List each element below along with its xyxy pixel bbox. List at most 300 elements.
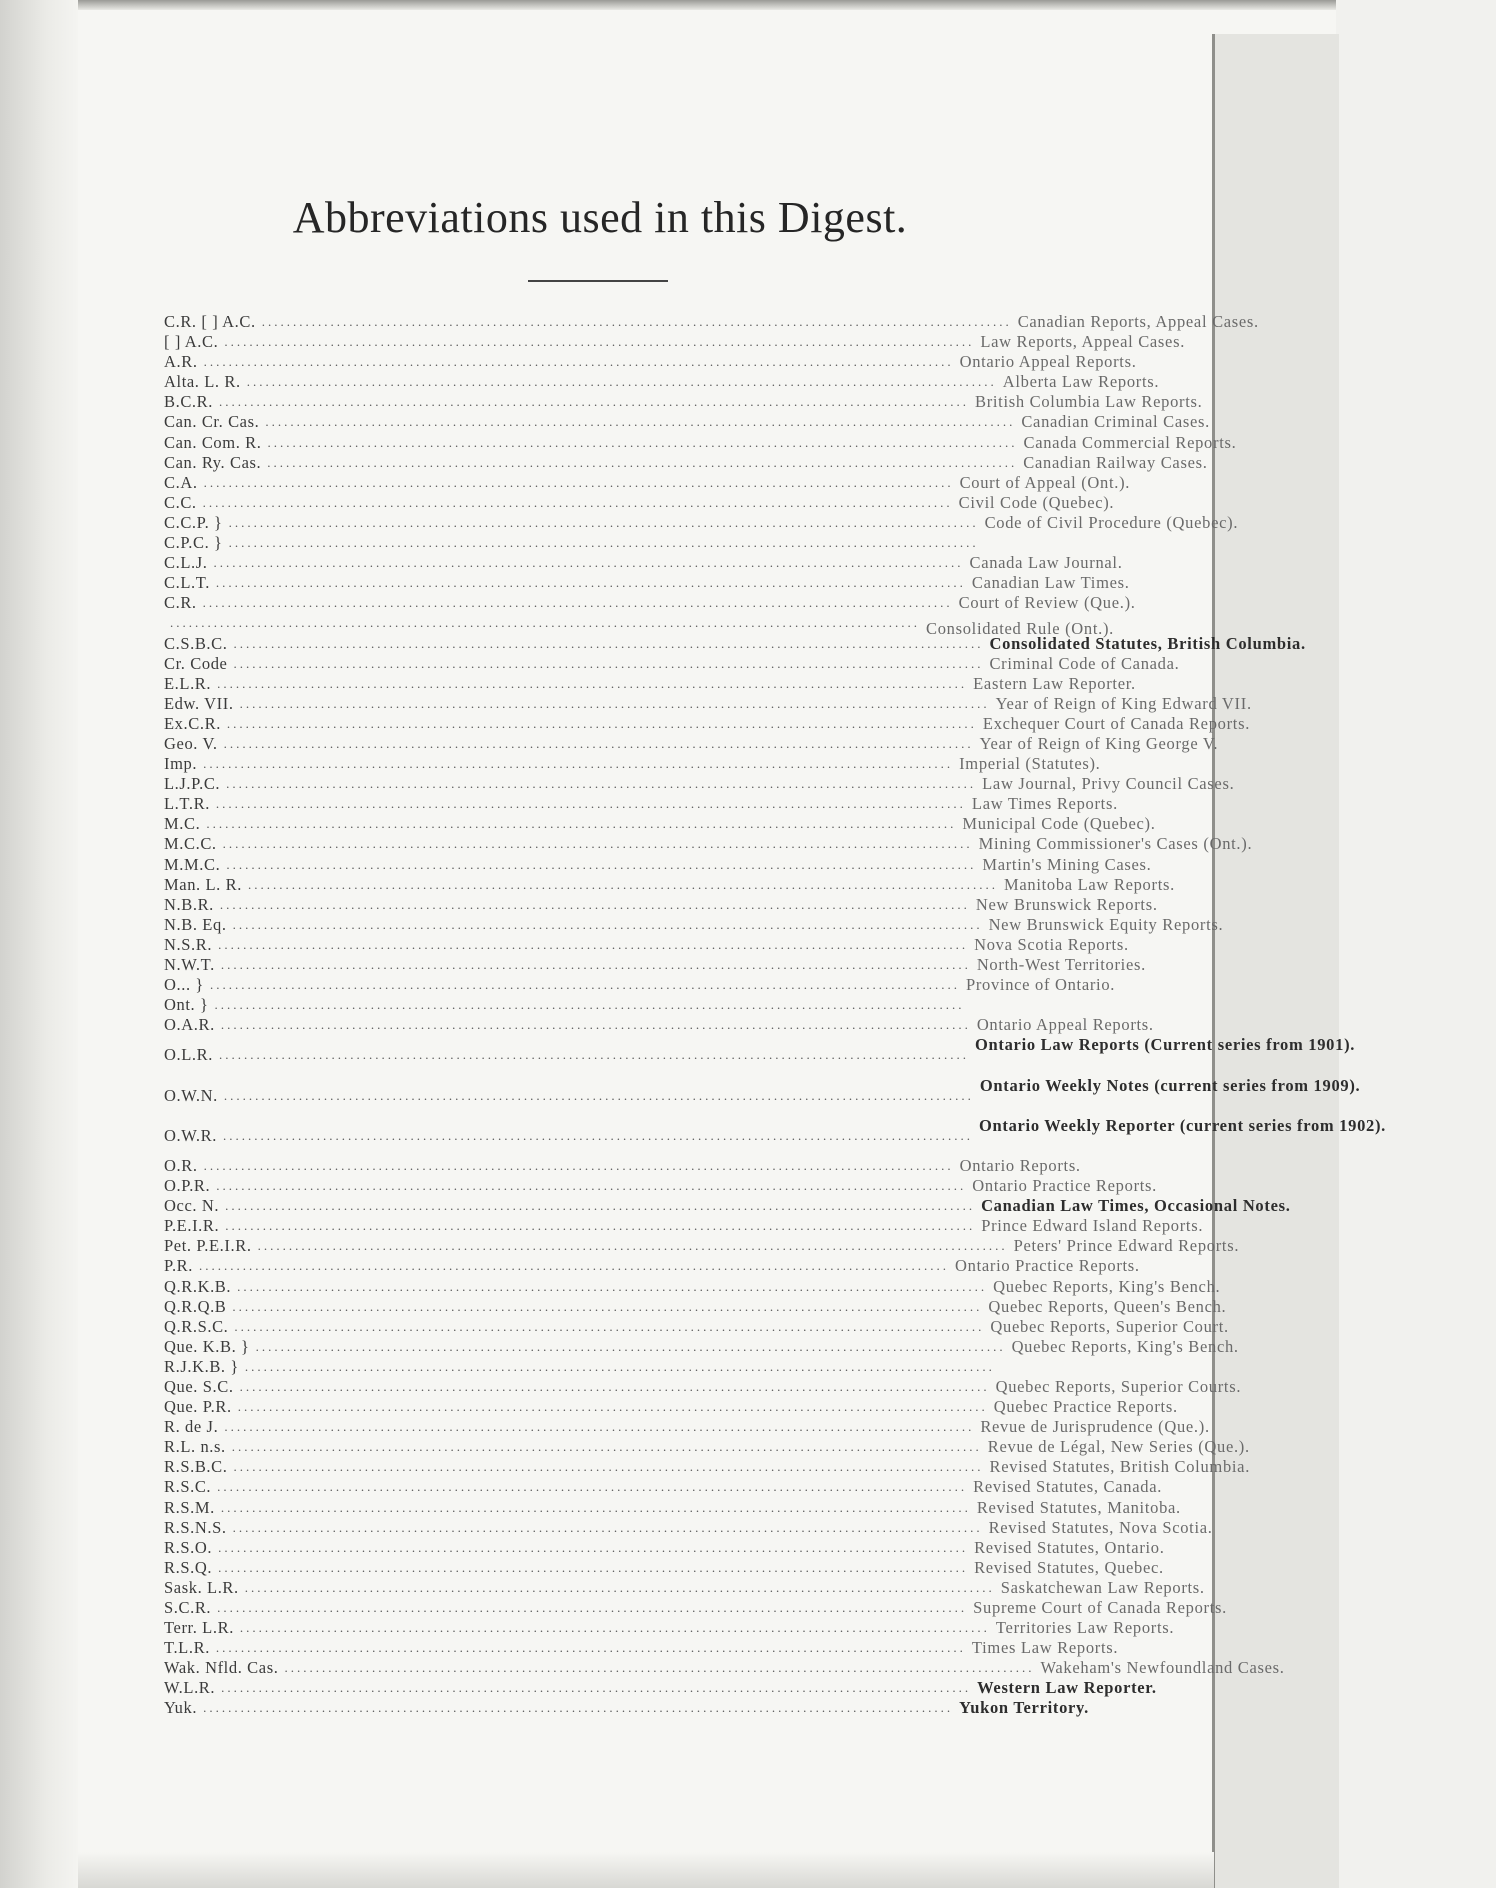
abbreviation: Edw. VII. [164,693,234,713]
abbreviation-cell [164,1216,975,1236]
abbreviation-cell [164,915,983,935]
abbreviation-row [164,794,1118,814]
abbreviation-row [164,352,1137,372]
abbreviation-cell [164,1015,971,1035]
meaning: Peters' Prince Edward Reports. [1013,1236,1240,1256]
meaning: Law Journal, Privy Council Cases. [982,774,1235,794]
abbreviation-row [164,452,1208,473]
dot-leader: ........................................................................................................................ [232,916,983,932]
abbreviation: Q.R.S.C. [164,1316,229,1336]
abbreviation-cell [164,834,973,854]
meaning: Consolidated Statutes, British Columbia. [989,633,1306,653]
abbreviation: C.R. [164,593,197,613]
abbreviation-cell [164,875,998,895]
abbreviation-row [164,392,1203,412]
meaning: Revised Statutes, Nova Scotia. [988,1517,1213,1537]
dot-leader: ........................................................................................................................ [206,816,957,832]
dot-leader: ........................................................................................................................ [239,695,990,711]
abbreviation: Imp. [164,754,198,774]
abbreviation: C.R. [ ] A.C. [164,312,256,331]
dot-leader: ........................................................................................................................ [222,1127,973,1143]
meaning: Province of Ontario. [965,975,1116,995]
abbreviation-row [164,894,1158,915]
dot-leader: ........................................................................................................................ [225,1198,976,1214]
abbreviation: C.L.T. [164,573,210,593]
abbreviation-row [164,1658,1285,1678]
abbreviation-cell [164,1156,954,1176]
abbreviation: W.L.R. [164,1678,216,1698]
abbreviation-row [164,1698,1089,1718]
abbreviation: O.W.R. [164,1125,217,1145]
abbreviation-cell [164,433,1018,453]
abbreviation-row [164,533,1064,553]
meaning: Alberta Law Reports. [1002,372,1160,392]
meaning: Revue de Jurisprudence (Que.). [980,1417,1210,1437]
meaning: Ontario Weekly Notes (current series from 1909). [979,1075,1361,1095]
abbreviation: Terr. L.R. [164,1618,234,1638]
dot-leader: ........................................................................................................................ [214,997,965,1013]
dot-leader: ........................................................................................................................ [244,1358,995,1374]
abbreviation: R.S.C. [164,1477,212,1497]
abbreviation: Can. Cr. Cas. [164,412,260,432]
dot-leader: ........................................................................................................................ [255,1338,1006,1354]
abbreviation: Q.R.Q.B [164,1296,227,1316]
dot-leader: ........................................................................................................................ [219,394,969,410]
meaning: Territories Law Reports. [995,1618,1175,1638]
abbreviation: R. de J. [164,1417,219,1437]
abbreviation-cell [164,654,983,674]
abbreviation-row [164,1035,1356,1075]
abbreviation: C.C.P. } [164,512,223,532]
dot-leader: ........................................................................................................................ [267,434,1018,450]
abbreviation-row [164,1115,1386,1156]
abbreviation: Que. K.B. } [164,1336,250,1356]
abbreviation-row [164,432,1237,453]
dot-leader: ........................................................................................................................ [239,1620,990,1636]
abbreviation: N.S.R. [164,934,213,954]
meaning: Law Times Reports. [971,794,1118,814]
dot-leader: ........................................................................................................................ [215,1640,966,1656]
abbreviation-cell [164,1377,990,1397]
dot-leader: ........................................................................................................................ [226,776,977,792]
dot-leader: ........................................................................................................................ [231,1439,982,1455]
abbreviation: R.S.Q. [164,1557,213,1577]
abbreviation-row [164,492,1115,513]
dot-leader: ........................................................................................................................ [223,735,974,751]
dot-leader: ........................................................................................................................ [218,1047,969,1063]
abbreviation-row [164,1417,1210,1437]
abbreviation: Ont. } [164,995,209,1015]
dot-leader: ........................................................................................................................ [226,856,977,872]
abbreviation-row [164,472,1131,493]
abbreviation-cell [164,855,976,875]
abbreviation: P.R. [164,1256,194,1276]
abbreviation-row [164,1397,1178,1417]
abbreviation-cell [164,794,966,814]
abbreviation: N.W.T. [164,955,215,974]
meaning: Eastern Law Reporter. [973,673,1136,693]
abbreviation-row [164,1557,1164,1578]
abbreviation-cell [164,352,954,372]
abbreviation: C.S.B.C. [164,633,228,653]
abbreviation: C.C. [164,492,197,512]
dot-leader: ........................................................................................................................ [217,1600,968,1615]
abbreviation-row [164,1638,1119,1658]
abbreviation-row [164,372,1160,392]
abbreviation: O.A.R. [164,1015,215,1035]
abbreviation-list [164,312,1386,1719]
meaning: Code of Civil Procedure (Quebec). [984,512,1239,532]
abbreviation-cell [164,1397,988,1417]
meaning: Supreme Court of Canada Reports. [973,1598,1227,1617]
abbreviation-cell [164,1256,949,1276]
abbreviation-cell [164,1337,1006,1357]
abbreviation-row [164,934,1129,955]
abbreviation-row [164,814,1156,834]
abbreviation: C.P.C. } [164,533,223,553]
dot-leader: ........................................................................................................................ [222,836,973,852]
abbreviation: R.S.B.C. [164,1457,228,1477]
abbreviation-cell [164,814,956,834]
dot-leader: ........................................................................................................................ [228,514,979,530]
abbreviation-cell [164,1176,966,1196]
dot-leader: ........................................................................................................................ [203,1157,954,1173]
abbreviation-cell [164,975,960,995]
abbreviation-row [164,975,1116,995]
meaning: Quebec Reports, King's Bench. [993,1276,1221,1296]
abbreviation-cell [164,935,968,955]
abbreviation-cell [164,1618,990,1638]
dot-leader: ........................................................................................................................ [203,1700,954,1716]
abbreviation-row [164,713,1251,734]
abbreviation-row [164,854,1152,875]
meaning: Ontario Practice Reports. [955,1256,1140,1276]
abbreviation-row [164,1537,1165,1558]
abbreviation-row [164,1236,1240,1256]
meaning: New Brunswick Reports. [975,894,1158,914]
abbreviation-cell [164,553,963,573]
abbreviation: Wak. Nfld. Cas. [164,1658,279,1678]
dot-leader: ........................................................................................................................ [223,1087,974,1103]
abbreviation-cell [164,1457,984,1477]
dot-leader: ........................................................................................................................ [224,334,975,350]
meaning: Revised Statutes, Ontario. [974,1537,1165,1557]
dot-leader: ........................................................................................................................ [202,494,953,510]
meaning: Nova Scotia Reports. [974,934,1129,954]
meaning: Civil Code (Quebec). [958,492,1115,512]
meaning: Quebec Reports, Superior Courts. [995,1376,1242,1396]
dot-leader: ........................................................................................................................ [232,1298,983,1314]
abbreviation-cell [164,895,970,915]
meaning: Municipal Code (Quebec). [962,814,1156,834]
abbreviation: E.L.R. [164,673,212,693]
abbreviation: Ex.C.R. [164,713,221,733]
abbreviation: L.T.R. [164,794,210,814]
abbreviation-cell [164,774,976,794]
abbreviation: B.C.R. [164,392,213,412]
meaning: Ontario Reports. [959,1155,1081,1175]
meaning: Revue de Légal, New Series (Que.). [987,1437,1250,1457]
dot-leader: ........................................................................................................................ [218,1539,969,1555]
abbreviation-row [164,1176,1157,1196]
abbreviation: [ ] A.C. [164,332,219,352]
abbreviation: T.L.R. [164,1638,210,1658]
abbreviation: C.A. [164,472,198,492]
meaning: Martin's Mining Cases. [982,854,1152,874]
abbreviation-cell [164,412,1015,432]
abbreviation-cell [164,513,979,533]
abbreviation-row [164,1316,1229,1337]
dot-leader: ........................................................................................................................ [234,1318,985,1334]
abbreviation: M.C.C. [164,834,217,854]
abbreviation-row [164,955,1146,975]
dot-leader: ........................................................................................................................ [209,977,960,993]
abbreviation-cell [164,473,954,493]
abbreviation: Occ. N. [164,1196,220,1216]
abbreviation: O.W.N. [164,1085,218,1105]
abbreviation-cell [164,694,990,714]
abbreviation-row [164,1155,1081,1176]
dot-leader: ........................................................................................................................ [218,936,969,952]
abbreviation-row [164,1678,1157,1698]
meaning: Law Reports, Appeal Cases. [980,332,1186,352]
meaning: Year of Reign of King Edward VII. [995,693,1252,713]
abbreviation: Can. Com. R. [164,432,262,452]
abbreviation-row [164,653,1180,674]
dot-leader: ........................................................................................................................ [284,1660,1035,1676]
dot-leader: ........................................................................................................................ [216,1178,967,1194]
abbreviation: R.L. n.s. [164,1437,226,1457]
dot-leader: ........................................................................................................................ [237,1278,988,1294]
abbreviation-row [164,1015,1154,1035]
abbreviation-row [164,834,1253,854]
meaning: Quebec Reports, Queen's Bench. [988,1296,1227,1316]
abbreviation-row [164,1477,1163,1497]
abbreviation-row [164,613,1114,638]
meaning: Wakeham's Newfoundland Cases. [1040,1658,1285,1678]
abbreviation-row [164,1276,1221,1297]
meaning: Canadian Reports, Appeal Cases. [1017,312,1259,331]
abbreviation-row [164,1376,1242,1397]
dot-leader: ........................................................................................................................ [220,957,971,972]
dot-leader: ........................................................................................................................ [220,1017,971,1033]
dot-leader: ........................................................................................................................ [233,635,984,651]
abbreviation: O.P.R. [164,1176,211,1196]
meaning: Ontario Law Reports (Current series from 1901). [974,1035,1356,1055]
abbreviation: R.J.K.B. } [164,1356,239,1376]
abbreviation-cell [164,1236,1008,1256]
abbreviation-row [164,633,1306,654]
meaning: New Brunswick Equity Reports. [988,914,1224,934]
abbreviation-cell [164,1678,971,1698]
meaning: Canada Law Journal. [969,553,1123,573]
meaning: Revised Statutes, Manitoba. [976,1497,1181,1517]
dot-leader: ........................................................................................................................ [244,1579,995,1595]
abbreviation-row [164,332,1186,352]
abbreviation-row [164,733,1219,754]
abbreviation-row [164,1216,1204,1236]
abbreviation-cell [164,1598,967,1618]
dot-leader: ........................................................................................................................ [233,1459,984,1475]
abbreviation: R.S.O. [164,1537,213,1557]
dot-leader: ........................................................................................................................ [199,1258,950,1274]
abbreviation-cell [164,1116,973,1146]
meaning: Quebec Practice Reports. [993,1397,1178,1417]
abbreviation-row [164,1598,1227,1618]
meaning: Ontario Weekly Reporter (current series from 1902). [978,1115,1386,1135]
meaning: Revised Statutes, Canada. [973,1477,1163,1497]
abbreviation-cell [164,493,953,513]
abbreviation-cell [164,1698,953,1718]
abbreviation-cell [164,674,967,694]
dot-leader: ........................................................................................................................ [218,1559,969,1575]
dot-leader: ........................................................................................................................ [213,555,964,571]
abbreviation-cell [164,995,965,1015]
abbreviation-cell [164,754,953,774]
meaning: Mining Commissioner's Cases (Ont.). [978,834,1253,854]
abbreviation-cell [164,1437,982,1457]
abbreviation-row [164,914,1224,935]
meaning: Consolidated Rule (Ont.). [926,618,1114,638]
dot-leader: ........................................................................................................................ [203,354,954,370]
page-title: Abbreviations used in this Digest. [292,193,908,242]
abbreviation-row [164,874,1175,895]
meaning: Quebec Reports, Superior Court. [990,1316,1229,1336]
dot-leader: ........................................................................................................................ [203,474,954,490]
meaning: Quebec Reports, King's Bench. [1011,1336,1239,1356]
meaning: Exchequer Court of Canada Reports. [982,713,1251,733]
abbreviation: Pet. P.E.I.R. [164,1236,252,1256]
abbreviation-row [164,1517,1213,1538]
abbreviation-row [164,1618,1175,1638]
abbreviation-cell [164,1558,968,1578]
abbreviation: Can. Ry. Cas. [164,452,262,472]
meaning: Prince Edward Island Reports. [981,1216,1204,1236]
abbreviation: Geo. V. [164,733,218,753]
abbreviation-row [164,1577,1205,1598]
abbreviation-row [164,412,1210,432]
dot-leader: ........................................................................................................................ [170,615,920,631]
abbreviation-cell [164,955,971,975]
dot-leader: ........................................................................................................................ [215,796,966,812]
abbreviation-cell [164,1317,984,1337]
dot-leader: ........................................................................................................................ [261,314,1012,329]
meaning: Year of Reign of King George V. [979,733,1219,753]
dot-leader: ........................................................................................................................ [225,1218,976,1234]
abbreviation: Que. S.C. [164,1376,234,1396]
dot-leader: ........................................................................................................................ [233,655,984,671]
abbreviation-row [164,1336,1239,1357]
abbreviation-row [164,1457,1251,1477]
dot-leader: ........................................................................................................................ [228,535,979,551]
abbreviation-row [164,673,1136,694]
dot-leader: ........................................................................................................................ [220,1499,971,1515]
abbreviation-cell [164,453,1017,473]
dot-leader: ........................................................................................................................ [217,675,968,691]
dot-leader: ........................................................................................................................ [265,414,1016,430]
abbreviation: Que. P.R. [164,1397,232,1417]
abbreviation-row [164,1196,1291,1216]
abbreviation-cell [164,1578,995,1598]
abbreviation-cell [164,593,953,613]
meaning: Court of Review (Que.). [958,593,1136,613]
abbreviation: O.R. [164,1155,198,1175]
dot-leader: ........................................................................................................................ [203,756,954,772]
dot-leader: ........................................................................................................................ [226,715,977,731]
dot-leader: ........................................................................................................................ [224,1419,975,1435]
abbreviation-cell [164,1357,995,1377]
abbreviation: P.E.I.R. [164,1216,220,1236]
abbreviation-cell [164,372,997,392]
abbreviation-cell [164,1417,974,1437]
meaning: British Columbia Law Reports. [975,392,1203,412]
abbreviation: A.R. [164,352,198,372]
abbreviation-row [164,1296,1227,1317]
meaning: Court of Appeal (Ont.). [959,472,1131,492]
meaning: Canadian Criminal Cases. [1021,412,1210,432]
abbreviation: Man. L. R. [164,874,242,894]
meaning: Ontario Practice Reports. [972,1176,1157,1196]
abbreviation-cell [164,1297,982,1317]
abbreviation-cell [164,573,966,593]
abbreviation-cell [164,1638,966,1658]
abbreviation-row [164,1075,1361,1116]
abbreviation-cell [164,613,920,633]
abbreviation: O... } [164,975,204,995]
abbreviation-cell [164,392,969,412]
abbreviation: N.B. Eq. [164,914,227,934]
dot-leader: ........................................................................................................................ [219,896,970,912]
meaning: Revised Statutes, British Columbia. [989,1457,1251,1477]
dot-leader: ........................................................................................................................ [247,876,998,892]
abbreviation: Cr. Code [164,653,228,673]
abbreviation-row [164,754,1101,774]
meaning: Times Law Reports. [971,1638,1119,1658]
abbreviation: L.J.P.C. [164,774,221,794]
abbreviation-row [164,312,1259,332]
meaning: Ontario Appeal Reports. [976,1015,1154,1035]
abbreviation-row [164,573,1130,593]
meaning: Canada Commercial Reports. [1023,432,1237,452]
abbreviation: Q.R.K.B. [164,1276,232,1296]
abbreviation: O.L.R. [164,1045,213,1065]
abbreviation-cell [164,1196,975,1216]
title-rule [528,280,668,282]
dot-leader: ........................................................................................................................ [232,1519,983,1535]
meaning: Ontario Appeal Reports. [959,352,1137,372]
abbreviation: N.B.R. [164,894,214,914]
abbreviation-cell [164,332,974,352]
dot-leader: ........................................................................................................................ [217,1479,968,1495]
dot-leader: ........................................................................................................................ [237,1399,988,1415]
meaning: Canadian Law Times, Occasional Notes. [981,1196,1291,1216]
abbreviation-cell [164,1518,983,1538]
meaning: Criminal Code of Canada. [989,653,1180,673]
abbreviation-row [164,1437,1250,1457]
abbreviation-cell [164,533,979,553]
abbreviation: C.L.J. [164,553,208,573]
dot-leader: ........................................................................................................................ [267,454,1018,470]
abbreviation-cell [164,1076,974,1106]
abbreviation-row [164,693,1252,714]
abbreviation-row [164,1497,1181,1518]
dot-leader: ........................................................................................................................ [202,595,953,611]
meaning: Yukon Territory. [959,1698,1089,1718]
meaning: Manitoba Law Reports. [1003,874,1175,894]
dot-leader: ........................................................................................................................ [215,575,966,591]
abbreviation-cell [164,734,974,754]
abbreviation-cell [164,634,984,654]
